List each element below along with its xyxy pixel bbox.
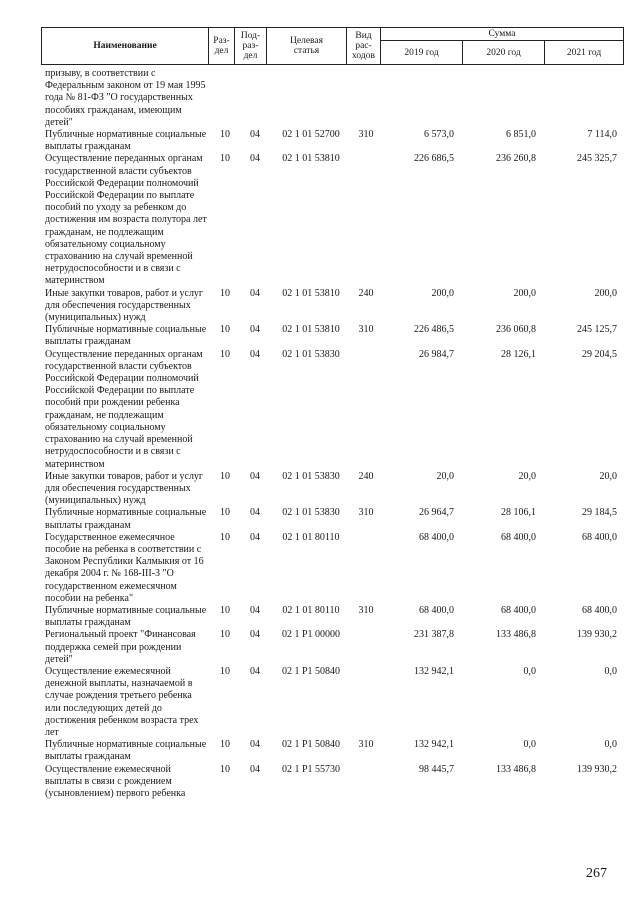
header-vid: Вид рас- ходов	[347, 28, 381, 65]
row-sum-2021: 245 125,7	[577, 324, 617, 336]
row-name: Публичные нормативные социальные выплаты гражданам	[45, 324, 207, 348]
table-row	[41, 153, 623, 287]
row-sum-2019: 26 984,7	[419, 348, 454, 360]
row-celevaya: 02 1 P1 50840	[281, 739, 341, 751]
row-sum-2021: 200,0	[594, 287, 617, 299]
row-sum-2020: 68 400,0	[501, 604, 536, 616]
row-name: Осуществление ежемесячной денежной выплаты, назначаемой в случае рождения третьего ребенка или последующих детей до достижения ребенком возраста трех лет	[45, 665, 199, 738]
table-row	[41, 629, 623, 666]
row-sum-2019: 231 387,8	[414, 629, 454, 641]
table-row	[41, 739, 623, 763]
row-name: Публичные нормативные социальные выплаты гражданам	[45, 739, 207, 763]
row-vid: 310	[358, 604, 374, 616]
table-row	[41, 532, 623, 605]
row-razdel: 10	[220, 739, 230, 751]
row-podrazdel: 04	[250, 531, 260, 543]
row-name: Осуществление переданных органам государственной власти субъектов Российской Федерации полномочий Российской Федерации по выплате пособий при рождении ребенка гражданам, не подлежащим обязательному социальному страхованию на случай временной нетрудоспособности и в связи с материнством	[45, 348, 203, 470]
row-sum-2019: 132 942,1	[414, 665, 454, 677]
row-razdel: 10	[220, 287, 230, 299]
row-razdel: 10	[220, 470, 230, 482]
row-vid: 310	[358, 507, 374, 519]
row-sum-2020: 0,0	[523, 739, 536, 751]
row-sum-2020: 28 126,1	[501, 348, 536, 360]
row-name: Осуществление переданных органам государственной власти субъектов Российской Федерации полномочий Российской Федерации по выплате пособий по уходу за ребенком до достижения им возраста полутора лет гражданам, не подлежащим обязательному социальному страхованию на случай временной нетрудоспособности и в связи с материнством	[45, 153, 207, 287]
row-vid: 310	[358, 739, 374, 751]
row-sum-2021: 0,0	[604, 739, 617, 751]
table-row	[41, 129, 623, 153]
header-razdel: Раз- дел	[209, 28, 235, 65]
row-sum-2019: 98 445,7	[419, 763, 454, 775]
row-name: Публичные нормативные социальные выплаты гражданам	[45, 604, 207, 629]
row-sum-2020: 236 060,8	[496, 324, 536, 336]
row-sum-2021: 68 400,0	[582, 604, 617, 616]
table-row	[41, 507, 623, 531]
row-sum-2021: 0,0	[604, 665, 617, 677]
row-name: Иные закупки товаров, работ и услуг для обеспечения государственных (муниципальных) нужд	[45, 470, 204, 507]
table-row	[41, 471, 623, 508]
row-sum-2020: 20,0	[518, 470, 536, 482]
row-sum-2021: 20,0	[599, 470, 617, 482]
table-row	[41, 349, 623, 471]
row-celevaya: 02 1 01 53830	[282, 507, 340, 519]
row-sum-2020: 68 400,0	[501, 531, 536, 543]
row-celevaya: 02 1 01 53810	[282, 153, 340, 165]
row-podrazdel: 04	[250, 763, 260, 775]
row-celevaya: 02 1 01 80110	[282, 531, 340, 543]
row-podrazdel: 04	[250, 604, 260, 616]
row-vid: 310	[358, 129, 374, 141]
header-year-2020: 2020 год	[463, 41, 545, 65]
header-celevaya: Целевая статья	[267, 28, 347, 65]
table-row	[41, 764, 623, 801]
row-sum-2021: 29 184,5	[582, 507, 617, 519]
row-podrazdel: 04	[250, 507, 260, 519]
row-podrazdel: 04	[250, 287, 260, 299]
row-sum-2021: 245 325,7	[577, 153, 617, 165]
table-body	[41, 68, 623, 800]
table-row	[41, 68, 623, 129]
row-razdel: 10	[220, 153, 230, 165]
row-celevaya: 02 1 P1 50840	[281, 665, 341, 677]
row-vid: 310	[358, 324, 374, 336]
row-sum-2020: 133 486,8	[496, 629, 536, 641]
header-year-2019: 2019 год	[381, 41, 463, 65]
row-name: призыву, в соответствии с Федеральным законом от 19 мая 1995 года № 81-ФЗ "О государственных пособиях гражданам, имеющим детей"	[45, 68, 206, 128]
row-sum-2021: 68 400,0	[582, 531, 617, 543]
header-podrazdel: Под- раз- дел	[235, 28, 267, 65]
row-celevaya: 02 1 01 53830	[282, 470, 340, 482]
row-sum-2019: 68 400,0	[419, 531, 454, 543]
row-vid: 240	[358, 287, 374, 299]
row-sum-2020: 200,0	[513, 287, 536, 299]
table-header	[41, 27, 624, 65]
row-podrazdel: 04	[250, 629, 260, 641]
row-razdel: 10	[220, 604, 230, 616]
row-podrazdel: 04	[250, 324, 260, 336]
row-celevaya: 02 1 01 52700	[282, 129, 340, 141]
table-row	[41, 666, 623, 739]
row-sum-2019: 226 486,5	[414, 324, 454, 336]
row-podrazdel: 04	[250, 665, 260, 677]
row-razdel: 10	[220, 629, 230, 641]
row-sum-2019: 26 964,7	[419, 507, 454, 519]
row-sum-2019: 68 400,0	[419, 604, 454, 616]
row-celevaya: 02 1 01 80110	[282, 604, 340, 616]
row-celevaya: 02 1 P1 55730	[281, 763, 341, 775]
row-razdel: 10	[220, 763, 230, 775]
row-podrazdel: 04	[250, 153, 260, 165]
row-sum-2019: 226 686,5	[414, 153, 454, 165]
row-celevaya: 02 1 01 53810	[282, 287, 340, 299]
row-podrazdel: 04	[250, 739, 260, 751]
row-sum-2020: 133 486,8	[496, 763, 536, 775]
row-name: Региональный проект "Финансовая поддержка семей при рождении детей"	[45, 629, 196, 665]
row-celevaya: 02 1 01 53810	[282, 324, 340, 336]
row-sum-2021: 7 114,0	[587, 129, 617, 141]
row-razdel: 10	[220, 129, 230, 141]
row-sum-2020: 28 106,1	[501, 507, 536, 519]
row-celevaya: 02 1 P1 00000	[281, 629, 341, 641]
header-summa: Сумма	[381, 28, 624, 41]
row-name: Государственное ежемесячное пособие на ребенка в соответствии с Законом Республики Калмыкия от 16 декабря 2004 г. № 168-III-З "О государственном ежемесячном пособии на ребенка"	[45, 531, 204, 604]
row-podrazdel: 04	[250, 348, 260, 360]
row-sum-2021: 139 930,2	[577, 629, 617, 641]
row-sum-2019: 6 573,0	[424, 129, 454, 141]
row-sum-2019: 20,0	[436, 470, 454, 482]
page-number: 267	[586, 866, 607, 881]
row-vid: 240	[358, 470, 374, 482]
row-razdel: 10	[220, 507, 230, 519]
table-row	[41, 288, 623, 325]
row-razdel: 10	[220, 348, 230, 360]
row-name: Публичные нормативные социальные выплаты гражданам	[45, 507, 207, 531]
row-razdel: 10	[220, 324, 230, 336]
row-razdel: 10	[220, 665, 230, 677]
table-row	[41, 605, 623, 629]
row-sum-2020: 0,0	[523, 665, 536, 677]
row-sum-2019: 200,0	[431, 287, 454, 299]
row-celevaya: 02 1 01 53830	[282, 348, 340, 360]
row-name: Публичные нормативные социальные выплаты гражданам	[45, 129, 207, 153]
row-podrazdel: 04	[250, 129, 260, 141]
row-sum-2020: 6 851,0	[506, 129, 536, 141]
table-row	[41, 324, 623, 348]
row-podrazdel: 04	[250, 470, 260, 482]
row-sum-2021: 29 204,5	[582, 348, 617, 360]
header-year-2021: 2021 год	[545, 41, 624, 65]
row-sum-2020: 236 260,8	[496, 153, 536, 165]
row-sum-2021: 139 930,2	[577, 763, 617, 775]
header-name: Наименование	[42, 28, 209, 65]
row-razdel: 10	[220, 531, 230, 543]
row-sum-2019: 132 942,1	[414, 739, 454, 751]
row-name: Иные закупки товаров, работ и услуг для обеспечения государственных (муниципальных) нужд	[45, 287, 204, 324]
row-name: Осуществление ежемесячной выплаты в связи с рождением (усыновлением) первого ребенка	[45, 763, 186, 799]
